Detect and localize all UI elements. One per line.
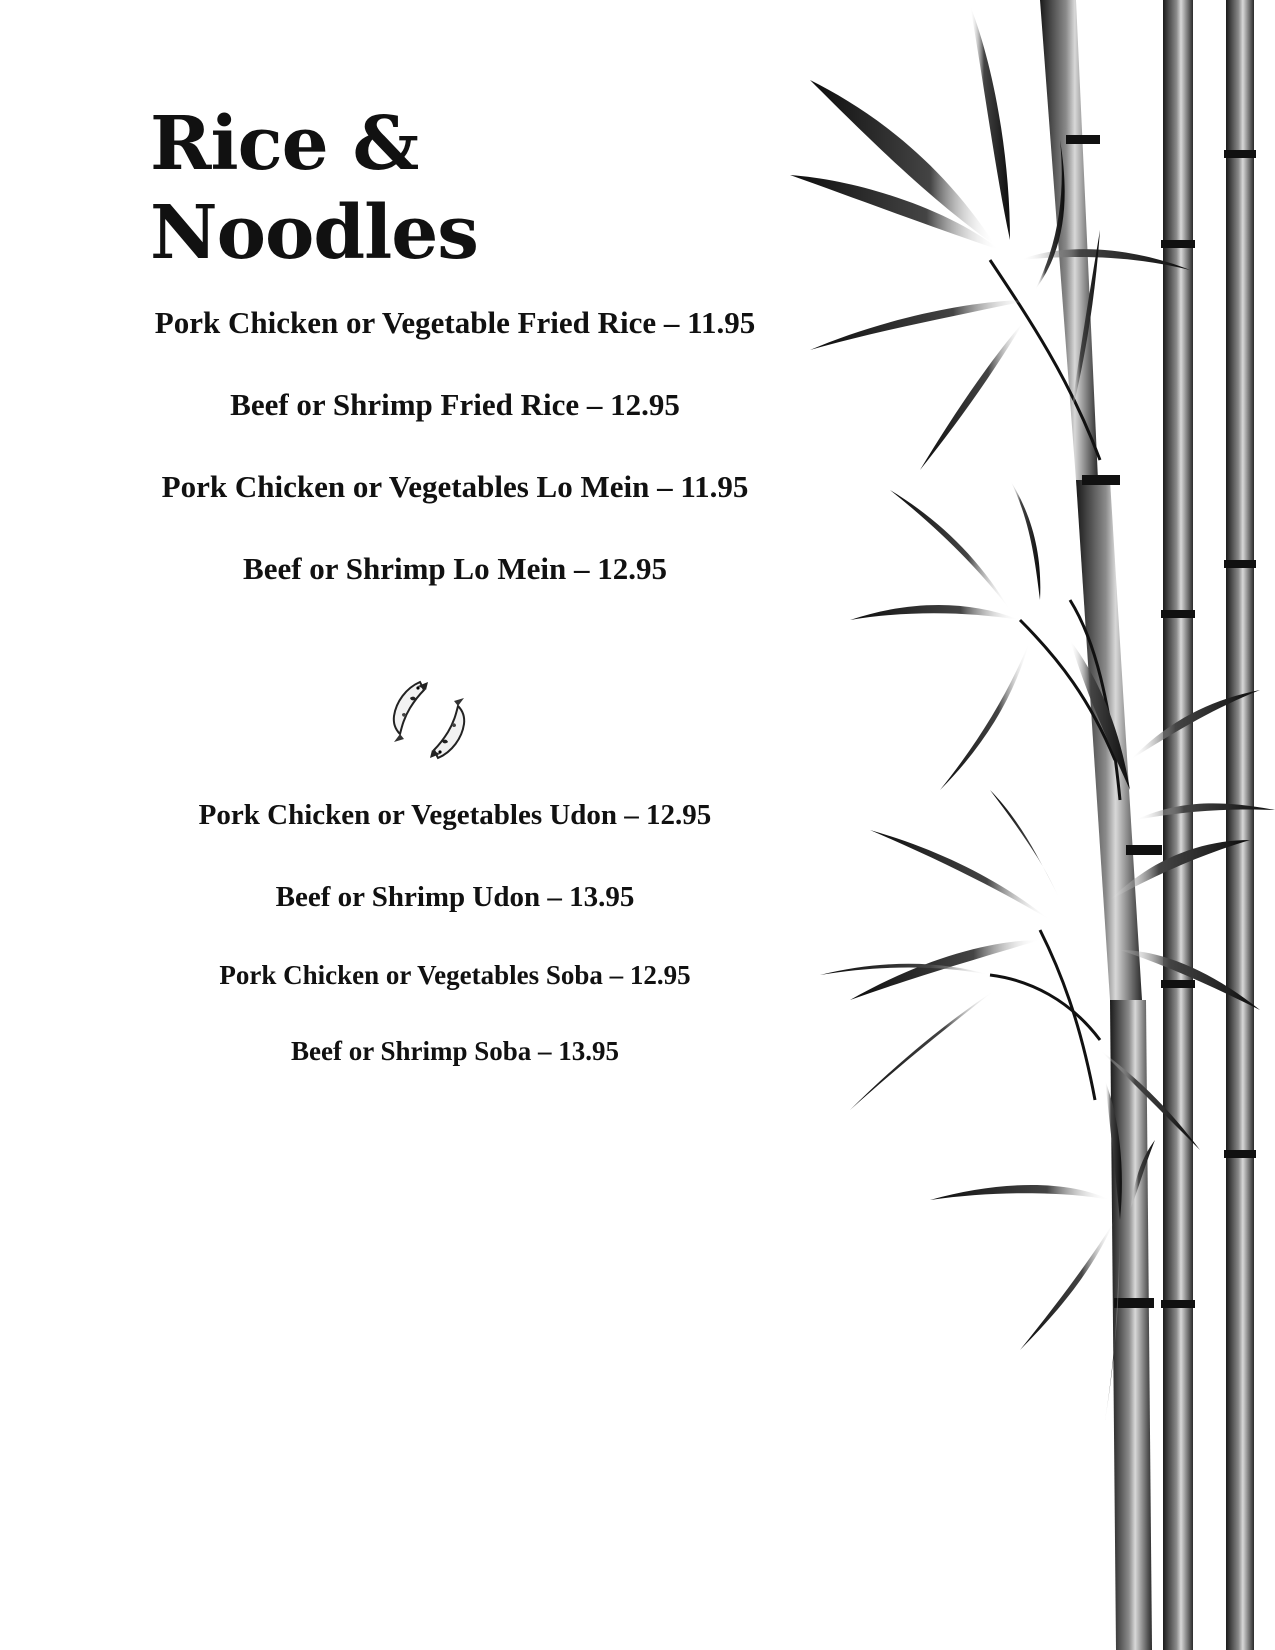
menu-item-pork-chicken-vegetable-fried-rice: Pork Chicken or Vegetable Fried Rice – 11.95: [154, 305, 756, 340]
bamboo-stalk-back: [1161, 0, 1195, 1650]
bamboo-leaves: [790, 5, 1275, 1420]
koi-pair-icon: [388, 676, 470, 764]
menu-item-beef-shrimp-lo-mein: Beef or Shrimp Lo Mein – 12.95: [243, 551, 667, 586]
bamboo-illustration: [770, 0, 1275, 1650]
menu-item-pork-chicken-vegetables-lo-mein: Pork Chicken or Vegetables Lo Mein – 11.95: [161, 469, 749, 504]
menu-item-beef-shrimp-soba: Beef or Shrimp Soba – 13.95: [290, 1036, 620, 1066]
koi-fish-left: [394, 682, 428, 742]
menu-item-pork-chicken-vegetables-udon: Pork Chicken or Vegetables Udon – 12.95: [198, 799, 712, 831]
koi-fish-right: [430, 698, 464, 758]
bamboo-stalk-front: [1040, 0, 1162, 1650]
menu-title: Rice & Noodles: [150, 101, 478, 276]
menu-item-beef-shrimp-udon: Beef or Shrimp Udon – 13.95: [275, 881, 635, 913]
menu-item-beef-shrimp-fried-rice: Beef or Shrimp Fried Rice – 12.95: [230, 387, 680, 422]
bamboo-branches: [990, 260, 1120, 1100]
menu-item-pork-chicken-vegetables-soba: Pork Chicken or Vegetables Soba – 12.95: [219, 960, 691, 990]
bamboo-stalk-right: [1224, 0, 1256, 1650]
